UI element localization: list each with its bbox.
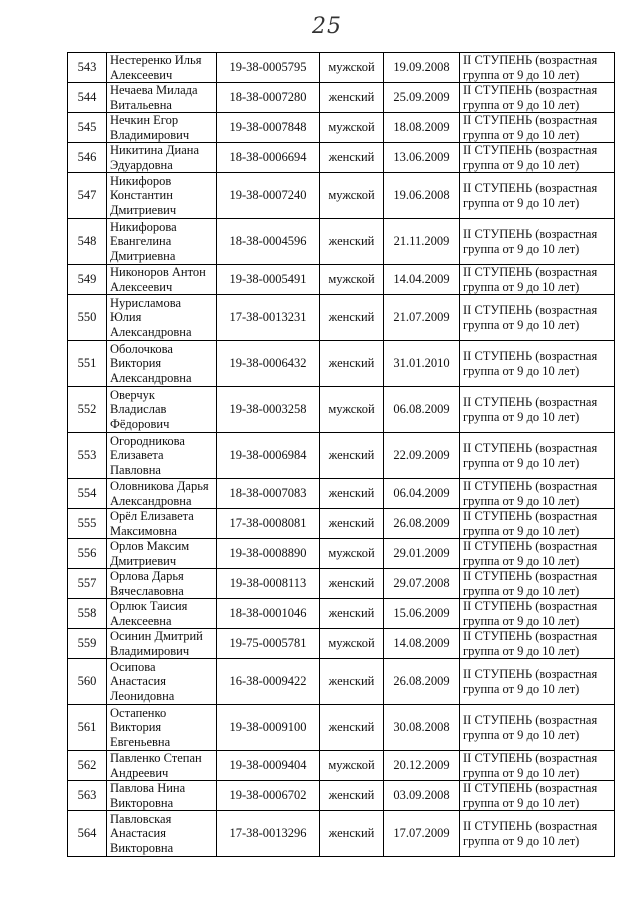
level-line: II СТУПЕНЬ (возрастная xyxy=(463,819,598,833)
birth-date: 03.09.2008 xyxy=(384,781,460,811)
birth-date: 29.01.2009 xyxy=(384,539,460,569)
name-line: Дмитриевич xyxy=(110,553,177,568)
table-row xyxy=(68,143,615,173)
name-line: Нестеренко Илья xyxy=(110,53,202,67)
name-line: Алексеевич xyxy=(110,279,173,294)
birth-date: 29.07.2008 xyxy=(384,569,460,599)
birth-date: 26.08.2009 xyxy=(384,509,460,539)
table-row xyxy=(68,659,615,705)
table-row xyxy=(68,751,615,781)
level-group xyxy=(460,705,615,751)
gender: мужской xyxy=(320,629,384,659)
level-group xyxy=(460,569,615,599)
name-line: Оловникова Дарья xyxy=(110,479,209,493)
name-line: Осинин Дмитрий xyxy=(110,629,203,643)
birth-date: 14.08.2009 xyxy=(384,629,460,659)
birth-date: 30.08.2008 xyxy=(384,705,460,751)
participant-name xyxy=(107,751,217,781)
page-number: 25 xyxy=(312,14,342,39)
gender: мужской xyxy=(320,387,384,433)
level-line: группа от 9 до 10 лет) xyxy=(463,279,580,294)
level-line: группа от 9 до 10 лет) xyxy=(463,583,580,598)
table-row xyxy=(68,509,615,539)
row-number: 564 xyxy=(68,811,107,857)
level-line: II СТУПЕНЬ (возрастная xyxy=(463,227,598,241)
level-line: II СТУПЕНЬ (возрастная xyxy=(463,395,598,409)
birth-date: 20.12.2009 xyxy=(384,751,460,781)
level-line: группа от 9 до 10 лет) xyxy=(463,363,580,378)
level-group xyxy=(460,659,615,705)
name-line: Дмитриевич xyxy=(110,202,177,217)
level-line: группа от 9 до 10 лет) xyxy=(463,67,580,82)
name-line: Евангелина xyxy=(110,234,172,249)
participant-name xyxy=(107,173,217,219)
participant-name xyxy=(107,113,217,143)
participant-id: 19-38-0005795 xyxy=(217,53,320,83)
level-line: II СТУПЕНЬ (возрастная xyxy=(463,599,598,613)
participant-id: 19-38-0006432 xyxy=(217,341,320,387)
row-number: 543 xyxy=(68,53,107,83)
gender: женский xyxy=(320,569,384,599)
name-line: Никифоров xyxy=(110,173,172,188)
row-number: 551 xyxy=(68,341,107,387)
name-line: Нечаева Милада xyxy=(110,83,198,97)
participant-id: 19-38-0003258 xyxy=(217,387,320,433)
table-row xyxy=(68,113,615,143)
gender: женский xyxy=(320,599,384,629)
gender: женский xyxy=(320,219,384,265)
row-number: 545 xyxy=(68,113,107,143)
name-line: Осипова xyxy=(110,659,156,674)
row-number: 556 xyxy=(68,539,107,569)
participant-id: 18-38-0001046 xyxy=(217,599,320,629)
participant-name xyxy=(107,265,217,295)
participant-name xyxy=(107,659,217,705)
level-line: группа от 9 до 10 лет) xyxy=(463,613,580,628)
level-line: группа от 9 до 10 лет) xyxy=(463,833,580,848)
participant-id: 19-38-0005491 xyxy=(217,265,320,295)
level-line: группа от 9 до 10 лет) xyxy=(463,409,580,424)
gender: мужской xyxy=(320,173,384,219)
birth-date: 18.08.2009 xyxy=(384,113,460,143)
participant-name xyxy=(107,629,217,659)
participant-name xyxy=(107,83,217,113)
name-line: Оверчук xyxy=(110,387,155,402)
name-line: Орлов Максим xyxy=(110,539,190,553)
name-line: Орёл Елизавета xyxy=(110,509,194,523)
level-group xyxy=(460,295,615,341)
gender: мужской xyxy=(320,265,384,295)
row-number: 558 xyxy=(68,599,107,629)
table-row xyxy=(68,341,615,387)
table-row xyxy=(68,811,615,857)
name-line: Остапенко xyxy=(110,705,167,720)
level-group xyxy=(460,113,615,143)
name-line: Орлюк Таисия xyxy=(110,599,188,613)
participant-id: 19-75-0005781 xyxy=(217,629,320,659)
row-number: 562 xyxy=(68,751,107,781)
gender: мужской xyxy=(320,53,384,83)
row-number: 555 xyxy=(68,509,107,539)
table-row xyxy=(68,53,615,83)
table-row xyxy=(68,219,615,265)
participant-name xyxy=(107,143,217,173)
level-line: II СТУПЕНЬ (возрастная xyxy=(463,479,598,493)
participant-id: 16-38-0009422 xyxy=(217,659,320,705)
birth-date: 06.08.2009 xyxy=(384,387,460,433)
participant-name xyxy=(107,433,217,479)
table-row xyxy=(68,387,615,433)
table-row xyxy=(68,479,615,509)
birth-date: 19.06.2008 xyxy=(384,173,460,219)
row-number: 550 xyxy=(68,295,107,341)
level-line: группа от 9 до 10 лет) xyxy=(463,317,580,332)
level-line: II СТУПЕНЬ (возрастная xyxy=(463,509,598,523)
name-line: Нурисламова xyxy=(110,295,181,310)
level-group xyxy=(460,599,615,629)
level-line: группа от 9 до 10 лет) xyxy=(463,97,580,112)
participant-id: 19-38-0006702 xyxy=(217,781,320,811)
level-group xyxy=(460,629,615,659)
name-line: Никоноров Антон xyxy=(110,265,206,279)
participant-id: 17-38-0008081 xyxy=(217,509,320,539)
participant-id: 19-38-0009404 xyxy=(217,751,320,781)
row-number: 563 xyxy=(68,781,107,811)
name-line: Викторовна xyxy=(110,795,174,810)
level-group xyxy=(460,173,615,219)
table-row xyxy=(68,705,615,751)
participant-id: 19-38-0007240 xyxy=(217,173,320,219)
gender: женский xyxy=(320,433,384,479)
name-line: Александровна xyxy=(110,324,192,339)
participant-id: 19-38-0007848 xyxy=(217,113,320,143)
gender: мужской xyxy=(320,539,384,569)
level-line: II СТУПЕНЬ (возрастная xyxy=(463,781,598,795)
gender: женский xyxy=(320,83,384,113)
row-number: 546 xyxy=(68,143,107,173)
level-group xyxy=(460,751,615,781)
level-line: группа от 9 до 10 лет) xyxy=(463,765,580,780)
level-group xyxy=(460,387,615,433)
name-line: Константин xyxy=(110,188,173,203)
participant-name xyxy=(107,509,217,539)
name-line: Никитина Диана xyxy=(110,143,199,157)
birth-date: 15.06.2009 xyxy=(384,599,460,629)
birth-date: 26.08.2009 xyxy=(384,659,460,705)
level-line: группа от 9 до 10 лет) xyxy=(463,195,580,210)
name-line: Анастасия xyxy=(110,826,166,841)
gender: мужской xyxy=(320,113,384,143)
name-line: Вячеславовна xyxy=(110,583,184,598)
name-line: Анастасия xyxy=(110,674,166,689)
participant-name xyxy=(107,53,217,83)
row-number: 544 xyxy=(68,83,107,113)
table-row xyxy=(68,599,615,629)
name-line: Елизавета xyxy=(110,448,164,463)
name-line: Александровна xyxy=(110,493,192,508)
table-row xyxy=(68,83,615,113)
table-row xyxy=(68,539,615,569)
gender: женский xyxy=(320,341,384,387)
row-number: 547 xyxy=(68,173,107,219)
level-line: II СТУПЕНЬ (возрастная xyxy=(463,539,598,553)
gender: женский xyxy=(320,659,384,705)
participant-name xyxy=(107,387,217,433)
level-line: группа от 9 до 10 лет) xyxy=(463,681,580,696)
table-row xyxy=(68,173,615,219)
birth-date: 25.09.2009 xyxy=(384,83,460,113)
birth-date: 19.09.2008 xyxy=(384,53,460,83)
level-line: II СТУПЕНЬ (возрастная xyxy=(463,303,598,317)
participants-table xyxy=(67,52,615,857)
name-line: Владимирович xyxy=(110,127,190,142)
name-line: Фёдорович xyxy=(110,416,170,431)
level-group xyxy=(460,53,615,83)
gender: женский xyxy=(320,705,384,751)
level-line: группа от 9 до 10 лет) xyxy=(463,241,580,256)
name-line: Павловская xyxy=(110,811,172,826)
row-number: 552 xyxy=(68,387,107,433)
level-group xyxy=(460,539,615,569)
name-line: Владислав xyxy=(110,402,167,417)
birth-date: 06.04.2009 xyxy=(384,479,460,509)
name-line: Алексеевна xyxy=(110,613,172,628)
name-line: Александровна xyxy=(110,370,192,385)
level-line: группа от 9 до 10 лет) xyxy=(463,553,580,568)
participant-name xyxy=(107,705,217,751)
gender: женский xyxy=(320,781,384,811)
row-number: 549 xyxy=(68,265,107,295)
birth-date: 31.01.2010 xyxy=(384,341,460,387)
participants-table-body xyxy=(68,53,615,857)
table-row xyxy=(68,569,615,599)
level-line: II СТУПЕНЬ (возрастная xyxy=(463,143,598,157)
gender: женский xyxy=(320,509,384,539)
level-group xyxy=(460,509,615,539)
participant-name xyxy=(107,341,217,387)
name-line: Нечкин Егор xyxy=(110,113,179,127)
level-line: II СТУПЕНЬ (возрастная xyxy=(463,667,598,681)
level-group xyxy=(460,811,615,857)
participant-id: 17-38-0013296 xyxy=(217,811,320,857)
name-line: Оболочкова xyxy=(110,341,173,356)
level-group xyxy=(460,143,615,173)
level-line: группа от 9 до 10 лет) xyxy=(463,157,580,172)
row-number: 560 xyxy=(68,659,107,705)
row-number: 554 xyxy=(68,479,107,509)
level-line: II СТУПЕНЬ (возрастная xyxy=(463,569,598,583)
name-line: Максимовна xyxy=(110,523,177,538)
table-row xyxy=(68,295,615,341)
gender: женский xyxy=(320,479,384,509)
birth-date: 21.07.2009 xyxy=(384,295,460,341)
name-line: Павловна xyxy=(110,462,161,477)
name-line: Эдуардовна xyxy=(110,157,173,172)
level-group xyxy=(460,83,615,113)
gender: женский xyxy=(320,811,384,857)
name-line: Павлова Нина xyxy=(110,781,186,795)
name-line: Витальевна xyxy=(110,97,172,112)
table-row xyxy=(68,781,615,811)
name-line: Андреевич xyxy=(110,765,169,780)
level-line: II СТУПЕНЬ (возрастная xyxy=(463,53,598,67)
level-line: группа от 9 до 10 лет) xyxy=(463,727,580,742)
level-line: группа от 9 до 10 лет) xyxy=(463,455,580,470)
row-number: 557 xyxy=(68,569,107,599)
row-number: 559 xyxy=(68,629,107,659)
level-line: II СТУПЕНЬ (возрастная xyxy=(463,629,598,643)
name-line: Никифорова xyxy=(110,219,177,234)
name-line: Владимирович xyxy=(110,643,190,658)
name-line: Дмитриевна xyxy=(110,248,176,263)
level-line: II СТУПЕНЬ (возрастная xyxy=(463,751,598,765)
participant-id: 19-38-0008113 xyxy=(217,569,320,599)
level-line: II СТУПЕНЬ (возрастная xyxy=(463,181,598,195)
name-line: Орлова Дарья xyxy=(110,569,184,583)
participant-name xyxy=(107,295,217,341)
level-line: II СТУПЕНЬ (возрастная xyxy=(463,441,598,455)
table-row xyxy=(68,265,615,295)
row-number: 553 xyxy=(68,433,107,479)
birth-date: 21.11.2009 xyxy=(384,219,460,265)
participant-id: 18-38-0007280 xyxy=(217,83,320,113)
participant-name xyxy=(107,539,217,569)
birth-date: 17.07.2009 xyxy=(384,811,460,857)
participant-name xyxy=(107,479,217,509)
participant-name xyxy=(107,219,217,265)
gender: мужской xyxy=(320,751,384,781)
level-line: группа от 9 до 10 лет) xyxy=(463,795,580,810)
gender: женский xyxy=(320,295,384,341)
name-line: Алексеевич xyxy=(110,67,173,82)
row-number: 561 xyxy=(68,705,107,751)
participant-id: 18-38-0006694 xyxy=(217,143,320,173)
participant-name xyxy=(107,811,217,857)
level-group xyxy=(460,479,615,509)
name-line: Огородникова xyxy=(110,433,185,448)
participant-id: 19-38-0006984 xyxy=(217,433,320,479)
table-row xyxy=(68,629,615,659)
name-line: Виктория xyxy=(110,356,162,371)
level-group xyxy=(460,341,615,387)
birth-date: 22.09.2009 xyxy=(384,433,460,479)
level-line: II СТУПЕНЬ (возрастная xyxy=(463,83,598,97)
participant-id: 17-38-0013231 xyxy=(217,295,320,341)
participant-id: 18-38-0004596 xyxy=(217,219,320,265)
name-line: Павленко Степан xyxy=(110,751,202,765)
participant-id: 18-38-0007083 xyxy=(217,479,320,509)
level-group xyxy=(460,433,615,479)
birth-date: 14.04.2009 xyxy=(384,265,460,295)
level-group xyxy=(460,265,615,295)
participant-id: 19-38-0009100 xyxy=(217,705,320,751)
participant-id: 19-38-0008890 xyxy=(217,539,320,569)
level-group xyxy=(460,781,615,811)
name-line: Юлия xyxy=(110,310,142,325)
level-line: II СТУПЕНЬ (возрастная xyxy=(463,713,598,727)
gender: женский xyxy=(320,143,384,173)
name-line: Евгеньевна xyxy=(110,734,171,749)
participant-name xyxy=(107,569,217,599)
level-line: группа от 9 до 10 лет) xyxy=(463,523,580,538)
level-line: группа от 9 до 10 лет) xyxy=(463,493,580,508)
level-line: группа от 9 до 10 лет) xyxy=(463,643,580,658)
level-line: II СТУПЕНЬ (возрастная xyxy=(463,113,598,127)
level-line: группа от 9 до 10 лет) xyxy=(463,127,580,142)
name-line: Виктория xyxy=(110,720,162,735)
level-line: II СТУПЕНЬ (возрастная xyxy=(463,349,598,363)
birth-date: 13.06.2009 xyxy=(384,143,460,173)
table-row xyxy=(68,433,615,479)
level-line: II СТУПЕНЬ (возрастная xyxy=(463,265,598,279)
participant-name xyxy=(107,599,217,629)
row-number: 548 xyxy=(68,219,107,265)
name-line: Викторовна xyxy=(110,840,174,855)
name-line: Леонидовна xyxy=(110,688,175,703)
participant-name xyxy=(107,781,217,811)
level-group xyxy=(460,219,615,265)
